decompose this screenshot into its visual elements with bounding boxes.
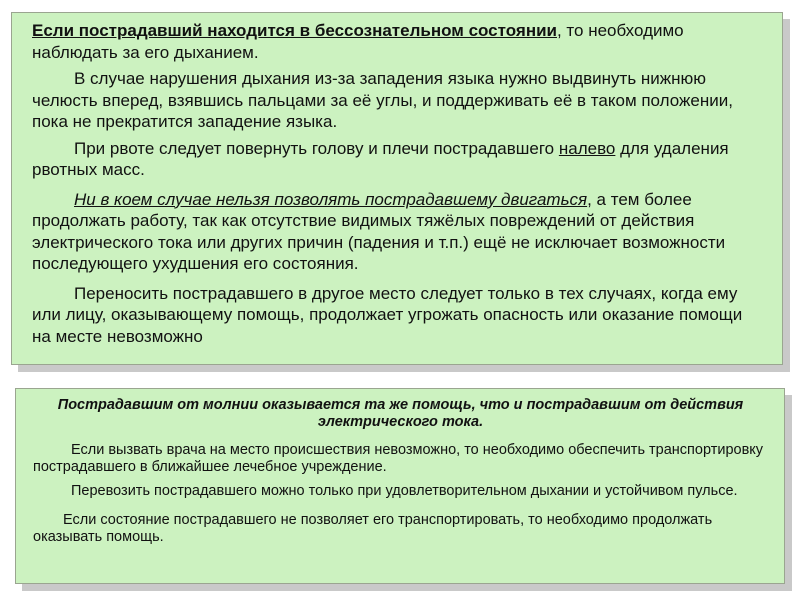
vomiting-direction: налево xyxy=(558,138,616,158)
doctor-paragraph: Если вызвать врача на место происшествия невозможно, то необходимо обеспечить транспортировку пострадавшего в ближайшее лечебное учреждение. xyxy=(33,442,764,475)
unconscious-victim-panel xyxy=(11,12,783,365)
jaw-thrust-paragraph: В случае нарушения дыхания из-за западения языка нужно выдвинуть нижнюю челюсть вперед, взявшись пальцами за её углы, и поддерживать её в таком положении, пока не прекратится западение языка. xyxy=(32,69,733,131)
no-movement-rest: , а тем более продолжать работу, так как отсутствие видимых тяжёлых повреждений от действия электрического тока или других причин (падения и т.п.) ещё не исключает возможности последующего ухудшения его состояния. xyxy=(32,189,726,273)
lightning-heading: Пострадавшим от молнии оказывается та же помощь, что и пострадавшим от действия электрического тока. xyxy=(57,397,744,430)
continue-care-paragraph: Если состояние пострадавшего не позволяет его транспортировать, то необходимо продолжать оказывать помощь. xyxy=(33,512,713,545)
transfer-paragraph: Переносить пострадавшего в другое место следует только в тех случаях, когда ему или лицу, оказывающему помощь, продолжает угрожать опасность или оказание помощи на месте невозможно xyxy=(32,283,743,346)
vomiting-text-end: для удаления рвотных масс. xyxy=(32,138,729,179)
unconscious-heading-highlight: Если пострадавший находится в бессознательном состоянии xyxy=(32,21,557,40)
unconscious-heading-rest: , то необходимо наблюдать за его дыханием. xyxy=(32,21,684,62)
unconscious-heading xyxy=(32,20,764,63)
no-movement-warning: Ни в коем случае нельзя позволять пострадавшему двигаться xyxy=(74,189,588,209)
transport-paragraph: Перевозить пострадавшего можно только при удовлетворительном дыхании и устойчивом пульсе. xyxy=(71,483,738,499)
vomiting-paragraph xyxy=(32,138,764,181)
lightning-victim-panel xyxy=(15,388,785,584)
no-movement-paragraph xyxy=(32,189,764,275)
vomiting-text-start: При рвоте следует повернуть голову и плечи пострадавшего xyxy=(74,138,559,158)
